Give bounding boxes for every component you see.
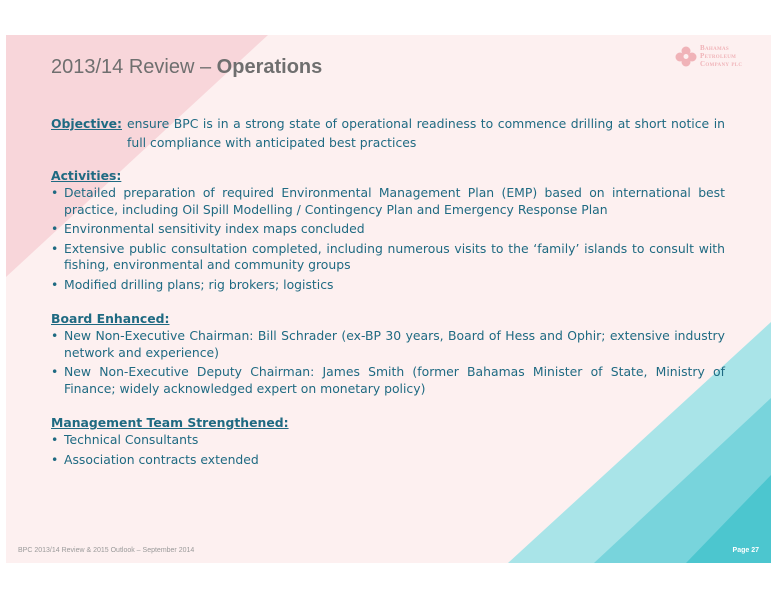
management-heading: Management Team Strengthened: <box>51 415 289 430</box>
list-item: • Environmental sensitivity index maps concluded <box>51 221 725 238</box>
logo-line-3: Company plc <box>700 60 743 68</box>
list-item: • New Non-Executive Deputy Chairman: James Smith (former Bahamas Minister of State, Ministry of Finance; widely acknowledged expert on monetary policy) <box>51 364 725 397</box>
list-item: • Technical Consultants <box>51 432 725 449</box>
footer-caption: BPC 2013/14 Review & 2015 Outlook – September 2014 <box>18 547 195 554</box>
board-heading: Board Enhanced: <box>51 311 170 326</box>
logo-wordmark <box>700 44 742 68</box>
objective-section <box>51 114 725 152</box>
objective-heading: Objective: <box>51 116 123 131</box>
objective-text: ensure BPC is in a strong state of operational readiness to commence drilling at short notice in full compliance with anticipated best practices <box>127 116 725 150</box>
page-number: Page 27 <box>732 547 759 554</box>
board-section <box>51 309 725 397</box>
logo-line-1: Bahamas <box>700 44 729 52</box>
management-section <box>51 413 725 468</box>
management-list <box>51 432 725 468</box>
page-title <box>51 56 322 79</box>
slide <box>6 35 771 563</box>
company-logo <box>674 44 764 72</box>
list-item: • Association contracts extended <box>51 452 725 469</box>
list-item: • Modified drilling plans; rig brokers; logistics <box>51 277 725 294</box>
list-item: • Extensive public consultation completed, including numerous visits to the ‘family’ islands to consult with fishing, environmental and community groups <box>51 241 725 274</box>
title-regular: 2013/14 Review – <box>51 56 217 78</box>
activities-heading: Activities: <box>51 168 122 183</box>
flower-logo-icon <box>674 45 698 69</box>
board-list <box>51 328 725 397</box>
list-item: • New Non-Executive Chairman: Bill Schrader (ex-BP 30 years, Board of Hess and Ophir; extensive industry network and experience) <box>51 328 725 361</box>
title-bold: Operations <box>216 56 323 78</box>
activities-section <box>51 166 725 293</box>
activities-list <box>51 185 725 293</box>
logo-line-2: Petroleum <box>700 52 737 60</box>
slide-body <box>51 114 725 471</box>
list-item: • Detailed preparation of required Environmental Management Plan (EMP) based on international best practice, including Oil Spill Modelling / Contingency Plan and Emergency Response Plan <box>51 185 725 218</box>
